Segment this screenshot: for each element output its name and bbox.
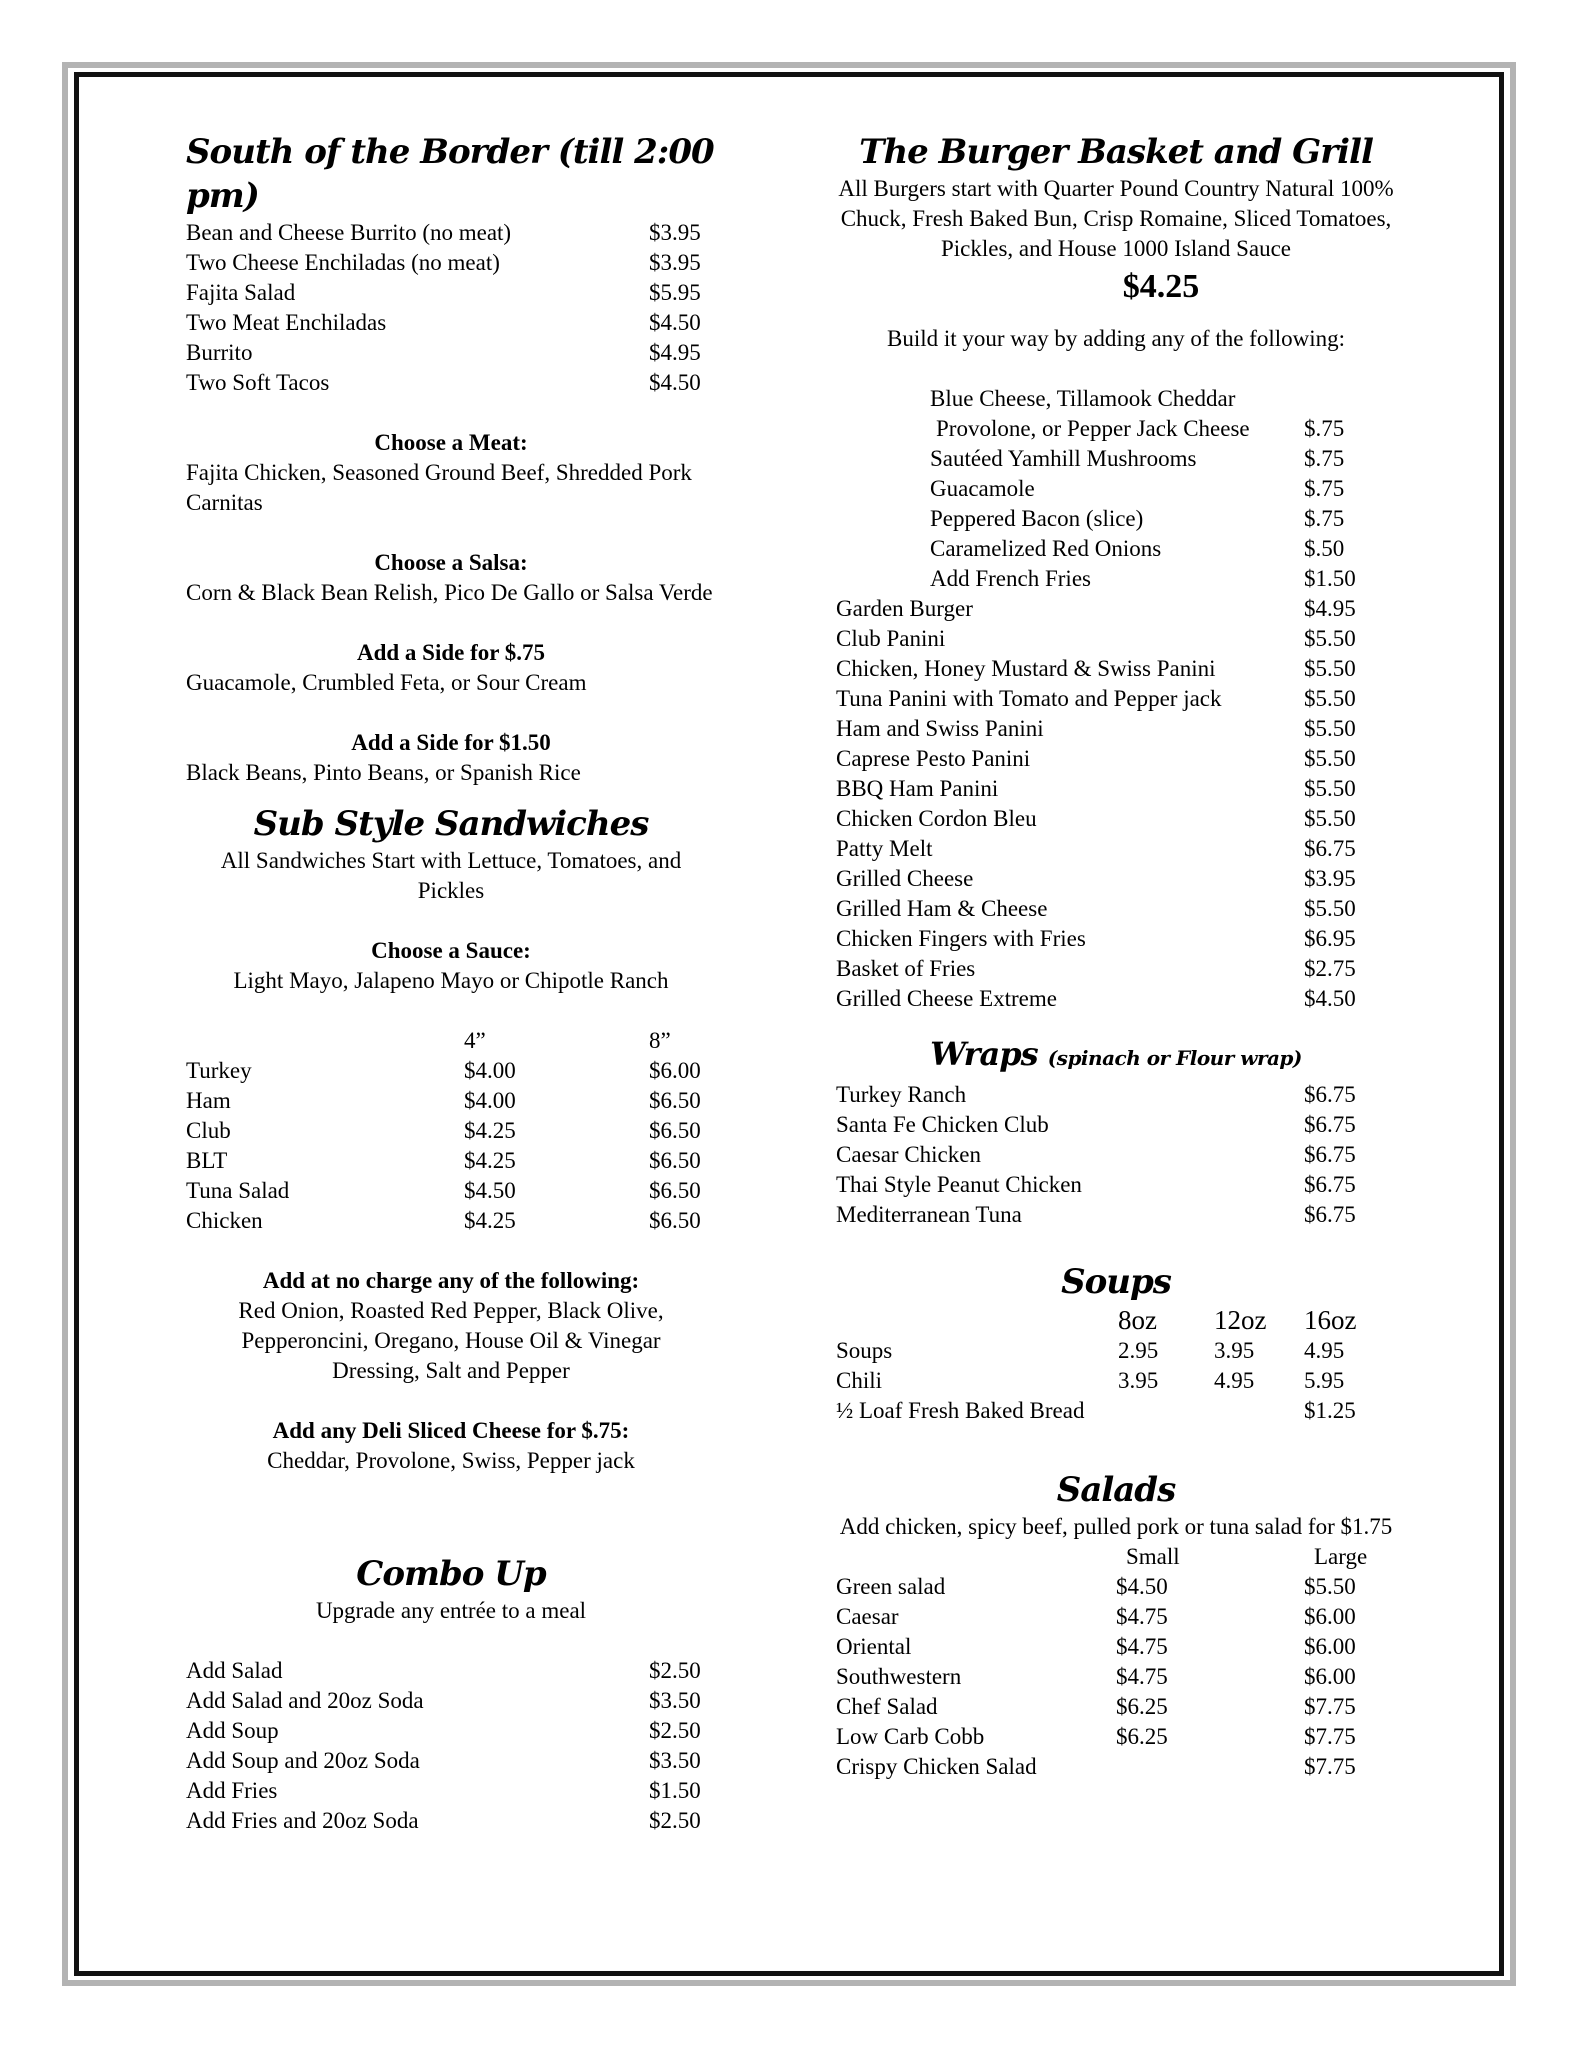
price-large: $5.50	[1304, 1574, 1356, 1599]
item-price: $5.50	[1304, 776, 1356, 801]
item-name: Add Fries and 20oz Soda	[186, 1808, 419, 1833]
addon-item	[836, 444, 1396, 474]
menu-item	[836, 1396, 1396, 1426]
item-price: $2.50	[649, 1718, 701, 1743]
addon-line: Blue Cheese, Tillamook Cheddar	[930, 386, 1236, 411]
price-large: $6.00	[1304, 1634, 1356, 1659]
price-16oz: 4.95	[1304, 1338, 1345, 1363]
item-name: BBQ Ham Panini	[836, 776, 999, 801]
item-name: Turkey Ranch	[836, 1082, 967, 1107]
menu-item	[186, 1206, 716, 1236]
item-name: Add Salad and 20oz Soda	[186, 1688, 424, 1713]
item-name: Two Cheese Enchiladas (no meat)	[186, 250, 500, 275]
item-name: Garden Burger	[836, 596, 973, 621]
menu-item	[836, 954, 1396, 984]
item-price: $6.75	[1304, 1202, 1356, 1227]
item-name: Chili	[836, 1368, 883, 1393]
size-12oz: 12oz	[1214, 1305, 1267, 1335]
item-name: Low Carb Cobb	[836, 1724, 985, 1749]
soup-size-header	[836, 1304, 1396, 1336]
addon-name: Guacamole	[930, 476, 1035, 501]
item-price: $5.50	[1304, 746, 1356, 771]
price-large: $6.50	[649, 1118, 701, 1143]
addon-price: $1.50	[1304, 566, 1356, 591]
item-price: $3.95	[649, 250, 701, 275]
addon-price: $.75	[1304, 476, 1345, 501]
cheese-heading: Add any Deli Sliced Cheese for $.75:	[272, 1418, 630, 1443]
price-small: $4.50	[464, 1178, 516, 1203]
item-price: $5.50	[1304, 896, 1356, 921]
salads-title: Salads	[1056, 1470, 1176, 1510]
soups-title: Soups	[1061, 1262, 1171, 1302]
addon-item	[836, 414, 1396, 444]
item-name: Ham and Swiss Panini	[836, 716, 1044, 741]
menu-item	[836, 1336, 1396, 1366]
side1-heading: Add a Side for $.75	[356, 640, 546, 665]
item-name: Tuna Salad	[186, 1178, 290, 1203]
item-name: Fajita Salad	[186, 280, 296, 305]
price-small: $4.25	[464, 1148, 516, 1173]
menu-item	[836, 1632, 1396, 1662]
item-name: Burrito	[186, 340, 253, 365]
item-price: $3.95	[1304, 866, 1356, 891]
item-name: ½ Loaf Fresh Baked Bread	[836, 1398, 1085, 1423]
addon-price: $.75	[1304, 446, 1345, 471]
menu-item	[836, 804, 1396, 834]
burger-title: The Burger Basket and Grill	[859, 132, 1373, 172]
price-small: $4.25	[464, 1208, 516, 1233]
item-name: Chicken Cordon Bleu	[836, 806, 1037, 831]
item-name: Santa Fe Chicken Club	[836, 1112, 1049, 1137]
item-name: Chicken	[186, 1208, 263, 1233]
menu-item	[186, 1806, 716, 1836]
menu-item	[836, 654, 1396, 684]
price-large: $6.00	[649, 1058, 701, 1083]
item-price: $4.95	[649, 340, 701, 365]
price-large: $6.50	[649, 1208, 701, 1233]
nocharge-heading: Add at no charge any of the following:	[262, 1268, 640, 1293]
item-name: Southwestern	[836, 1664, 962, 1689]
menu-item	[836, 684, 1396, 714]
menu-item	[836, 1080, 1396, 1110]
sub-sandwiches-title: Sub Style Sandwiches	[253, 804, 649, 844]
menu-item	[836, 774, 1396, 804]
item-price: $6.75	[1304, 1082, 1356, 1107]
item-name: Tuna Panini with Tomato and Pepper jack	[836, 686, 1222, 711]
addon-item	[836, 504, 1396, 534]
addon-item	[836, 534, 1396, 564]
price-small: $4.75	[1116, 1634, 1168, 1659]
item-price: $5.95	[649, 280, 701, 305]
item-name: Bean and Cheese Burrito (no meat)	[186, 220, 512, 245]
sauce-options: Light Mayo, Jalapeno Mayo or Chipotle Ranch	[233, 968, 669, 993]
salad-size-header	[836, 1542, 1396, 1572]
addon-price: $.75	[1304, 506, 1345, 531]
item-name: Mediterranean Tuna	[836, 1202, 1022, 1227]
price-8oz: 2.95	[1118, 1338, 1159, 1363]
item-price: $6.75	[1304, 836, 1356, 861]
addon-item	[836, 564, 1396, 594]
price-small: $4.75	[1116, 1664, 1168, 1689]
addon-name: Caramelized Red Onions	[930, 536, 1162, 561]
item-price: $5.50	[1304, 656, 1356, 681]
item-name: Add Soup and 20oz Soda	[186, 1748, 420, 1773]
item-price: $5.50	[1304, 716, 1356, 741]
item-name: Caesar Chicken	[836, 1142, 981, 1167]
item-price: $6.75	[1304, 1142, 1356, 1167]
item-price: $4.50	[1304, 986, 1356, 1011]
menu-item	[186, 308, 716, 338]
addon-price: $.50	[1304, 536, 1345, 561]
menu-item	[836, 1692, 1396, 1722]
south-of-border-title: South of the Border (till 2:00 pm)	[186, 132, 714, 216]
size-large: Large	[1314, 1544, 1368, 1569]
addon-item	[836, 474, 1396, 504]
menu-item	[186, 1086, 716, 1116]
menu-item	[186, 1146, 716, 1176]
menu-item	[836, 864, 1396, 894]
menu-item	[836, 894, 1396, 924]
item-name: Club	[186, 1118, 231, 1143]
price-8oz: 3.95	[1118, 1368, 1159, 1393]
item-name: Green salad	[836, 1574, 946, 1599]
menu-item	[836, 624, 1396, 654]
item-price: $2.50	[649, 1808, 701, 1833]
menu-item	[186, 1056, 716, 1086]
menu-item	[836, 1110, 1396, 1140]
menu-item	[186, 1746, 716, 1776]
item-price: $1.25	[1304, 1398, 1356, 1423]
item-name: Thai Style Peanut Chicken	[836, 1172, 1082, 1197]
cheese-options: Cheddar, Provolone, Swiss, Pepper jack	[267, 1448, 635, 1473]
item-price: $3.50	[649, 1688, 701, 1713]
sub-size-header	[186, 1026, 716, 1056]
item-name: BLT	[186, 1148, 228, 1173]
addon-name: Sautéed Yamhill Mushrooms	[930, 446, 1197, 471]
item-name: Chicken, Honey Mustard & Swiss Panini	[836, 656, 1216, 681]
wraps-title-text: Wraps	[930, 1035, 1038, 1073]
meat-options: Fajita Chicken, Seasoned Ground Beef, Shredded Pork Carnitas	[186, 460, 692, 515]
price-large: $6.50	[649, 1148, 701, 1173]
menu-item	[186, 1686, 716, 1716]
item-name: Oriental	[836, 1634, 912, 1659]
salsa-options: Corn & Black Bean Relish, Pico De Gallo or Salsa Verde	[186, 580, 713, 605]
menu-item	[836, 1572, 1396, 1602]
item-name: Basket of Fries	[836, 956, 976, 981]
item-price: $6.75	[1304, 1172, 1356, 1197]
item-price: $4.50	[649, 370, 701, 395]
item-price: $1.50	[649, 1778, 701, 1803]
side2-heading: Add a Side for $1.50	[351, 730, 551, 755]
menu-item	[186, 218, 716, 248]
menu-item	[836, 984, 1396, 1014]
combo-up-title: Combo Up	[356, 1554, 546, 1594]
size-4in: 4”	[464, 1028, 486, 1053]
price-large: $7.75	[1304, 1694, 1356, 1719]
item-price: $6.95	[1304, 926, 1356, 951]
right-column	[836, 130, 1396, 1782]
item-price: $5.50	[1304, 626, 1356, 651]
subs-intro: All Sandwiches Start with Lettuce, Tomatoes, and Pickles	[220, 848, 682, 903]
item-name: Caesar	[836, 1604, 899, 1629]
item-name: Chicken Fingers with Fries	[836, 926, 1086, 951]
item-name: Add Soup	[186, 1718, 279, 1743]
menu-item	[836, 1170, 1396, 1200]
item-price: $4.95	[1304, 596, 1356, 621]
menu-item	[186, 248, 716, 278]
item-name: Patty Melt	[836, 836, 933, 861]
price-small: $4.00	[464, 1058, 516, 1083]
wraps-title	[836, 1032, 1396, 1080]
price-large: $7.75	[1304, 1724, 1356, 1749]
item-name: Add Fries	[186, 1778, 278, 1803]
burger-base-price: $4.25	[1122, 268, 1200, 305]
menu-item	[186, 338, 716, 368]
item-price: $6.75	[1304, 1112, 1356, 1137]
item-name: Grilled Cheese	[836, 866, 974, 891]
item-price: $4.50	[649, 310, 701, 335]
size-16oz: 16oz	[1304, 1305, 1357, 1335]
item-price: $5.50	[1304, 806, 1356, 831]
menu-item	[836, 834, 1396, 864]
item-price: $3.50	[649, 1748, 701, 1773]
left-column	[186, 130, 716, 1836]
burger-intro: All Burgers start with Quarter Pound Country Natural 100% Chuck, Fresh Baked Bun, Crisp Romaine, Sliced Tomatoes, Pickles, and House 1000 Island Sauce	[838, 176, 1394, 261]
salads-intro: Add chicken, spicy beef, pulled pork or tuna salad for $1.75	[839, 1514, 1393, 1539]
price-large: $6.50	[649, 1178, 701, 1203]
item-name: Turkey	[186, 1058, 252, 1083]
price-small: $4.25	[464, 1118, 516, 1143]
size-8oz: 8oz	[1118, 1305, 1157, 1335]
item-name: Two Meat Enchiladas	[186, 310, 387, 335]
south-items	[186, 218, 716, 398]
item-name: Chef Salad	[836, 1694, 938, 1719]
size-8in: 8”	[649, 1028, 671, 1053]
menu-item	[186, 1656, 716, 1686]
item-name: Two Soft Tacos	[186, 370, 330, 395]
menu-item	[836, 924, 1396, 954]
menu-item	[836, 1140, 1396, 1170]
item-name: Club Panini	[836, 626, 946, 651]
menu-item	[186, 278, 716, 308]
item-price: $3.95	[649, 220, 701, 245]
item-name: Grilled Cheese Extreme	[836, 986, 1057, 1011]
price-small: $6.25	[1116, 1724, 1168, 1749]
menu-item	[186, 1776, 716, 1806]
price-small: $4.50	[1116, 1574, 1168, 1599]
wraps-subtitle: (spinach or Flour wrap)	[1047, 1046, 1302, 1070]
menu-item	[186, 1176, 716, 1206]
meat-heading: Choose a Meat:	[374, 430, 528, 455]
item-name: Soups	[836, 1338, 893, 1363]
item-price: $5.50	[1304, 686, 1356, 711]
price-large: $6.50	[649, 1088, 701, 1113]
price-small: $6.25	[1116, 1694, 1168, 1719]
side1-options: Guacamole, Crumbled Feta, or Sour Cream	[186, 670, 587, 695]
combo-intro: Upgrade any entrée to a meal	[315, 1598, 587, 1623]
menu-item	[836, 1752, 1396, 1782]
menu-item	[836, 1722, 1396, 1752]
item-name: Grilled Ham & Cheese	[836, 896, 1048, 921]
menu-item	[836, 744, 1396, 774]
addon-name: Provolone, or Pepper Jack Cheese	[936, 416, 1250, 441]
item-price: $2.50	[649, 1658, 701, 1683]
item-name: Crispy Chicken Salad	[836, 1754, 1037, 1779]
price-12oz: 3.95	[1214, 1338, 1255, 1363]
item-name: Caprese Pesto Panini	[836, 746, 1031, 771]
menu-item	[836, 1366, 1396, 1396]
item-name: Add Salad	[186, 1658, 283, 1683]
price-12oz: 4.95	[1214, 1368, 1255, 1393]
menu-item	[836, 594, 1396, 624]
item-name: Ham	[186, 1088, 231, 1113]
price-small: $4.00	[464, 1088, 516, 1113]
menu-item	[836, 1662, 1396, 1692]
size-small: Small	[1126, 1544, 1180, 1569]
price-large: $7.75	[1304, 1754, 1356, 1779]
menu-item	[186, 368, 716, 398]
price-16oz: 5.95	[1304, 1368, 1345, 1393]
item-price: $2.75	[1304, 956, 1356, 981]
price-small: $4.75	[1116, 1604, 1168, 1629]
menu-item	[836, 1602, 1396, 1632]
addon-price: $.75	[1304, 416, 1345, 441]
menu-item	[836, 714, 1396, 744]
addon-name: Peppered Bacon (slice)	[930, 506, 1144, 531]
sauce-heading: Choose a Sauce:	[371, 938, 531, 963]
salsa-heading: Choose a Salsa:	[374, 550, 528, 575]
nocharge-options: Red Onion, Roasted Red Pepper, Black Olive, Pepperoncini, Oregano, House Oil & Vinegar Dressing, Salt and Pepper	[238, 1298, 664, 1383]
price-large: $6.00	[1304, 1604, 1356, 1629]
side2-options: Black Beans, Pinto Beans, or Spanish Rice	[186, 760, 581, 785]
price-large: $6.00	[1304, 1664, 1356, 1689]
build-your-way: Build it your way by adding any of the following:	[886, 326, 1346, 351]
menu-item	[186, 1116, 716, 1146]
menu-item	[836, 1200, 1396, 1230]
addon-name: Add French Fries	[930, 566, 1091, 591]
menu-item	[186, 1716, 716, 1746]
